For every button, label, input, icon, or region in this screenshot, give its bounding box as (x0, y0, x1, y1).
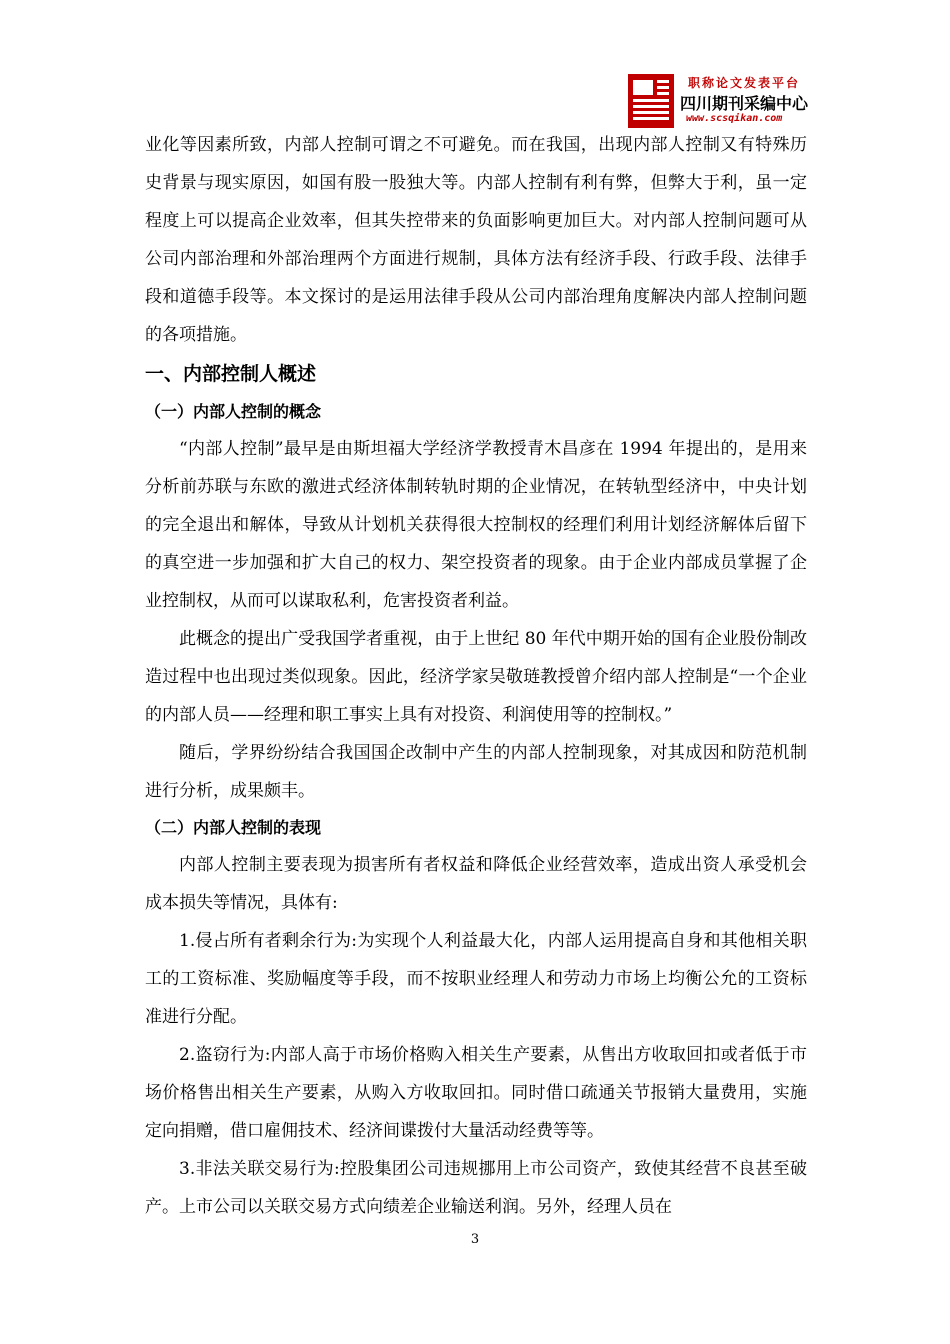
paragraph-concept-china: 此概念的提出广受我国学者重视，由于上世纪 80 年代中期开始的国有企业股份制改造过程中也出现过类似现象。因此，经济学家吴敬琏教授曾介绍内部人控制是“一个企业的内部人员——经理和职工事实上具有对投资、利润使用等的控制权。” (145, 629, 807, 725)
paragraph-intro-continued: 业化等因素所致，内部人控制可谓之不可避免。而在我国，出现内部人控制又有特殊历史背景与现实原因，如国有股一股独大等。内部人控制有利有弊，但弊大于利，虽一定程度上可以提高企业效率，但其失控带来的负面影响更加巨大。对内部人控制问题可从公司内部治理和外部治理两个方面进行规制，具体方法有经济手段、行政手段、法律手段和道德手段等。本文探讨的是运用法律手段从公司内部治理角度解决内部人控制问题的各项措施。 (145, 135, 807, 345)
logo-url: www.scsqikan.com (686, 113, 783, 124)
subsection-heading-concept: （一）内部人控制的概念 (145, 402, 322, 421)
publisher-logo (628, 74, 818, 130)
list-item-encroachment: 1.侵占所有者剩余行为:为实现个人利益最大化，内部人运用提高自身和其他相关职工的工资标准、奖励幅度等手段，而不按职业经理人和劳动力市场上均衡公允的工资标准进行分配。 (145, 931, 807, 1027)
logo-tagline: 职称论文发表平台 (688, 76, 801, 90)
newspaper-logo-icon (628, 74, 674, 128)
subsection-heading-manifestation: （二）内部人控制的表现 (145, 818, 322, 837)
list-item-related-transactions: 3.非法关联交易行为:控股集团公司违规挪用上市公司资产，致使其经营不良甚至破产。上市公司以关联交易方式向绩差企业输送利润。另外，经理人员在 (145, 1159, 807, 1217)
page-body (145, 126, 807, 1226)
paragraph-manifestation-intro: 内部人控制主要表现为损害所有者权益和降低企业经营效率，造成出资人承受机会成本损失等情况，具体有: (145, 855, 807, 913)
logo-title: 四川期刊采编中心 (680, 94, 809, 113)
paragraph-concept-origin: “内部人控制”最早是由斯坦福大学经济学教授青木昌彦在 1994 年提出的，是用来分析前苏联与东欧的激进式经济体制转轨时期的企业情况，在转轨型经济中，中央计划的完全退出和解体，导致从计划机关获得很大控制权的经理们利用计划经济解体后留下的真空进一步加强和扩大自己的权力、架空投资者的现象。由于企业内部成员掌握了企业控制权，从而可以谋取私利，危害投资者利益。 (145, 439, 807, 611)
paragraph-concept-research: 随后，学界纷纷结合我国国企改制中产生的内部人控制现象，对其成因和防范机制进行分析，成果颇丰。 (145, 743, 807, 801)
section-heading: 一、内部控制人概述 (145, 363, 317, 385)
page-number: 3 (470, 1232, 480, 1247)
list-item-theft: 2.盗窃行为:内部人高于市场价格购入相关生产要素，从售出方收取回扣或者低于市场价格售出相关生产要素，从购入方收取回扣。同时借口疏通关节报销大量费用，实施定向捐赠，借口雇佣技术、经济间谍拨付大量活动经费等等。 (145, 1045, 807, 1141)
